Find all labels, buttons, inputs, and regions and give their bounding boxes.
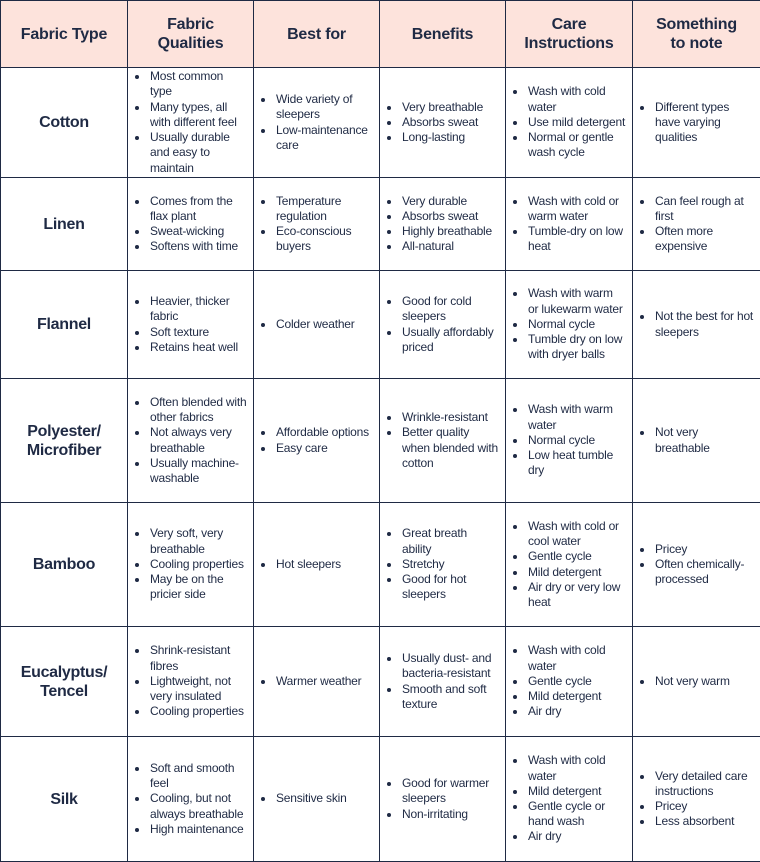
list-item: • Not very breathable (654, 425, 754, 455)
fabric-type-name: Polyester/ (7, 422, 121, 441)
list-item: • Air dry (527, 829, 626, 844)
bullet-list (136, 294, 247, 355)
list-item: • Non-irritating (401, 807, 499, 822)
best-for-cell (254, 379, 380, 503)
notes-cell (633, 178, 760, 271)
best-for-cell (254, 271, 380, 379)
list-item: • Sensitive skin (275, 791, 373, 806)
bullet-list (262, 317, 373, 332)
care-cell (506, 503, 633, 627)
list-item: • Normal or gentle wash cycle (527, 130, 626, 160)
fabric-type-cell (1, 68, 128, 178)
notes-cell (633, 379, 760, 503)
fabric-type-cell (1, 627, 128, 737)
notes-cell (633, 627, 760, 737)
benefits-cell (380, 178, 506, 271)
best-for-cell (254, 737, 380, 862)
list-item: • Usually machine-washable (149, 456, 247, 486)
bullet-list (641, 100, 754, 146)
list-item: • Absorbs sweat (401, 115, 499, 130)
header-row (1, 1, 760, 68)
fabric-type-cell (1, 178, 128, 271)
list-item: • Good for hot sleepers (401, 572, 499, 602)
bullet-list (514, 402, 626, 478)
list-item: • Most common type (149, 69, 247, 99)
bullet-list (641, 769, 754, 830)
bullet-list (514, 643, 626, 719)
notes-cell (633, 68, 760, 178)
list-item: • Not always very breathable (149, 425, 247, 455)
bullet-list (262, 194, 373, 255)
fabric-type-name: Microfiber (7, 441, 121, 460)
list-item: • Softens with time (149, 239, 247, 254)
list-item: • Pricey (654, 799, 754, 814)
table-row (1, 271, 760, 379)
list-item: • Better quality when blended with cotton (401, 425, 499, 471)
qualities-cell (128, 68, 254, 178)
list-item: • Good for warmer sleepers (401, 776, 499, 806)
list-item: • Highly breathable (401, 224, 499, 239)
table-row (1, 68, 760, 178)
bullet-list (514, 194, 626, 255)
header-fabric-qualities (128, 1, 254, 68)
bullet-list (262, 791, 373, 806)
list-item: • Great breath ability (401, 526, 499, 556)
header-text: to note (639, 34, 754, 53)
bullet-list (136, 526, 247, 602)
fabric-type-name: Flannel (7, 315, 121, 334)
best-for-cell (254, 503, 380, 627)
bullet-list (641, 194, 754, 255)
list-item: • Lightweight, not very insulated (149, 674, 247, 704)
list-item: • Very breathable (401, 100, 499, 115)
qualities-cell (128, 178, 254, 271)
benefits-cell (380, 271, 506, 379)
fabric-type-cell (1, 503, 128, 627)
list-item: • Heavier, thicker fabric (149, 294, 247, 324)
list-item: • Can feel rough at first (654, 194, 754, 224)
care-cell (506, 178, 633, 271)
list-item: • Mild detergent (527, 689, 626, 704)
qualities-cell (128, 737, 254, 862)
fabric-type-cell (1, 271, 128, 379)
list-item: • Use mild detergent (527, 115, 626, 130)
bullet-list (641, 674, 754, 689)
list-item: • Air dry (527, 704, 626, 719)
header-text: Fabric Type (7, 25, 121, 44)
bullet-list (514, 84, 626, 160)
fabric-type-cell (1, 737, 128, 862)
list-item: • Usually durable and easy to maintain (149, 130, 247, 176)
list-item: • Good for cold sleepers (401, 294, 499, 324)
list-item: • Wash with warm or lukewarm water (527, 286, 626, 316)
bullet-list (514, 519, 626, 610)
list-item: • Normal cycle (527, 317, 626, 332)
list-item: • Retains heat well (149, 340, 247, 355)
notes-cell (633, 271, 760, 379)
table-body (1, 68, 760, 862)
list-item: • Air dry or very low heat (527, 580, 626, 610)
benefits-cell (380, 627, 506, 737)
bullet-list (136, 69, 247, 175)
benefits-cell (380, 503, 506, 627)
list-item: • Wash with cold water (527, 84, 626, 114)
list-item: • Cooling properties (149, 557, 247, 572)
header-text: Something (639, 15, 754, 34)
list-item: • Cooling, but not always breathable (149, 791, 247, 821)
care-cell (506, 68, 633, 178)
header-text: Fabric (134, 15, 247, 34)
bullet-list (388, 526, 499, 602)
list-item: • Tumble-dry on low heat (527, 224, 626, 254)
list-item: • Colder weather (275, 317, 373, 332)
fabric-type-name: Linen (7, 215, 121, 234)
benefits-cell (380, 68, 506, 178)
list-item: • Easy care (275, 441, 373, 456)
list-item: • Wash with cold or warm water (527, 194, 626, 224)
list-item: • Mild detergent (527, 565, 626, 580)
table-row (1, 503, 760, 627)
fabric-type-name: Bamboo (7, 555, 121, 574)
bullet-list (514, 753, 626, 844)
bullet-list (262, 557, 373, 572)
bullet-list (388, 100, 499, 146)
list-item: • Wash with warm water (527, 402, 626, 432)
list-item: • Less absorbent (654, 814, 754, 829)
bullet-list (514, 286, 626, 362)
list-item: • Warmer weather (275, 674, 373, 689)
list-item: • Normal cycle (527, 433, 626, 448)
bullet-list (641, 425, 754, 455)
bullet-list (641, 309, 754, 339)
notes-cell (633, 737, 760, 862)
list-item: • Hot sleepers (275, 557, 373, 572)
bullet-list (136, 643, 247, 719)
list-item: • Comes from the flax plant (149, 194, 247, 224)
list-item: • All-natural (401, 239, 499, 254)
best-for-cell (254, 178, 380, 271)
list-item: • Low-maintenance care (275, 123, 373, 153)
care-cell (506, 737, 633, 862)
table-row (1, 178, 760, 271)
list-item: • Usually affordably priced (401, 325, 499, 355)
header-fabric-type (1, 1, 128, 68)
list-item: • Wash with cold water (527, 643, 626, 673)
header-best-for (254, 1, 380, 68)
list-item: • Wash with cold or cool water (527, 519, 626, 549)
bullet-list (388, 194, 499, 255)
list-item: • Gentle cycle (527, 674, 626, 689)
list-item: • Very durable (401, 194, 499, 209)
list-item: • Not very warm (654, 674, 754, 689)
fabric-type-name: Eucalyptus/ (7, 663, 121, 682)
table-header (1, 1, 760, 68)
list-item: • Tumble dry on low with dryer balls (527, 332, 626, 362)
list-item: • Gentle cycle or hand wash (527, 799, 626, 829)
list-item: • Different types have varying qualities (654, 100, 754, 146)
header-care-instructions (506, 1, 633, 68)
list-item: • Very detailed care instructions (654, 769, 754, 799)
qualities-cell (128, 379, 254, 503)
list-item: • Absorbs sweat (401, 209, 499, 224)
list-item: • Wrinkle-resistant (401, 410, 499, 425)
qualities-cell (128, 503, 254, 627)
header-something-to-note (633, 1, 760, 68)
bullet-list (262, 425, 373, 455)
bullet-list (388, 294, 499, 355)
list-item: • High maintenance (149, 822, 247, 837)
fabric-type-name: Cotton (7, 113, 121, 132)
list-item: • Smooth and soft texture (401, 682, 499, 712)
bullet-list (388, 410, 499, 471)
best-for-cell (254, 68, 380, 178)
list-item: • Mild detergent (527, 784, 626, 799)
header-text: Instructions (512, 34, 626, 53)
list-item: • Often more expensive (654, 224, 754, 254)
bullet-list (388, 651, 499, 712)
list-item: • Stretchy (401, 557, 499, 572)
list-item: • Gentle cycle (527, 549, 626, 564)
notes-cell (633, 503, 760, 627)
bullet-list (136, 761, 247, 837)
list-item: • May be on the pricier side (149, 572, 247, 602)
list-item: • Wash with cold water (527, 753, 626, 783)
table-row (1, 627, 760, 737)
list-item: • Temperature regulation (275, 194, 373, 224)
best-for-cell (254, 627, 380, 737)
list-item: • Cooling properties (149, 704, 247, 719)
list-item: • Often blended with other fabrics (149, 395, 247, 425)
list-item: • Usually dust- and bacteria-resistant (401, 651, 499, 681)
care-cell (506, 271, 633, 379)
header-text: Best for (260, 25, 373, 44)
list-item: • Many types, all with different feel (149, 100, 247, 130)
list-item: • Not the best for hot sleepers (654, 309, 754, 339)
list-item: • Long-lasting (401, 130, 499, 145)
header-text: Qualities (134, 34, 247, 53)
fabric-type-name: Silk (7, 790, 121, 809)
qualities-cell (128, 627, 254, 737)
bullet-list (262, 92, 373, 153)
list-item: • Eco-conscious buyers (275, 224, 373, 254)
list-item: • Very soft, very breathable (149, 526, 247, 556)
benefits-cell (380, 737, 506, 862)
list-item: • Shrink-resistant fibres (149, 643, 247, 673)
benefits-cell (380, 379, 506, 503)
bullet-list (136, 395, 247, 486)
list-item: • Soft texture (149, 325, 247, 340)
list-item: • Soft and smooth feel (149, 761, 247, 791)
list-item: • Affordable options (275, 425, 373, 440)
bullet-list (388, 776, 499, 822)
qualities-cell (128, 271, 254, 379)
table-row (1, 379, 760, 503)
list-item: • Sweat-wicking (149, 224, 247, 239)
bullet-list (136, 194, 247, 255)
table-row (1, 737, 760, 862)
header-text: Benefits (386, 25, 499, 44)
care-cell (506, 627, 633, 737)
list-item: • Wide variety of sleepers (275, 92, 373, 122)
list-item: • Pricey (654, 542, 754, 557)
list-item: • Often chemically-processed (654, 557, 754, 587)
fabric-type-name: Tencel (7, 682, 121, 701)
header-benefits (380, 1, 506, 68)
bullet-list (641, 542, 754, 588)
fabric-type-cell (1, 379, 128, 503)
list-item: • Low heat tumble dry (527, 448, 626, 478)
care-cell (506, 379, 633, 503)
bullet-list (262, 674, 373, 689)
header-text: Care (512, 15, 626, 34)
